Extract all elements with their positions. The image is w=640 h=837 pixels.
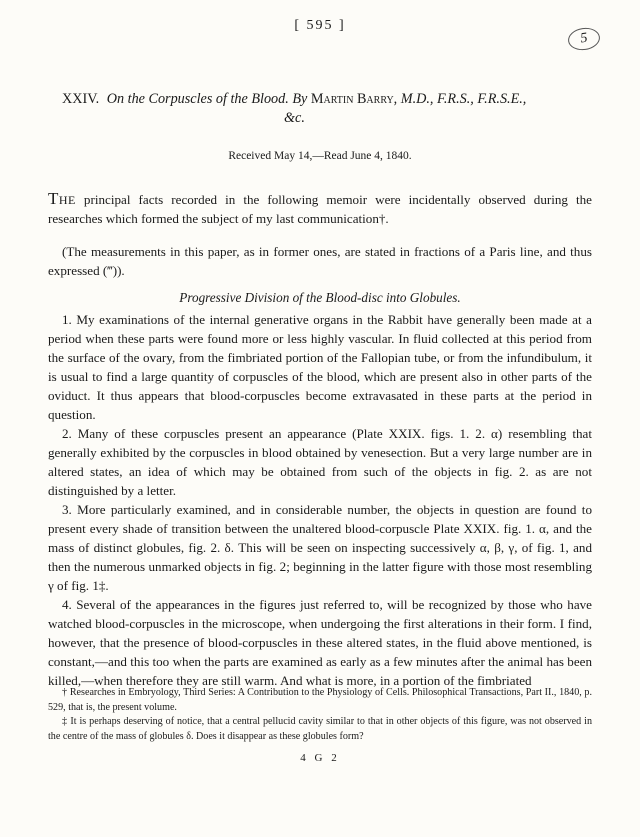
signature-mark: 4 G 2 xyxy=(300,752,340,764)
footnote: ‡ It is perhaps deserving of notice, that a central pellucid cavity similar to that in other objects of this figure, was not observed in the centre of the mass of globules δ. Does it disappear as these globules form? xyxy=(48,716,592,742)
paragraph: 1. My examinations of the internal generative organs in the Rabbit have generally been made at a period when these parts were found more or less highly vascular. In fluid collected at this period from the surface of the ovary, from the fimbriated portion of the Fallopian tube, or from the infundibulum, it is usual to find a large quantity of corpuscles of the blood, which are present also in other parts of the oviduct. It thus appears that blood-corpuscles become extravasated in these parts at the period in question. xyxy=(48,312,592,422)
title-main: On the Corpuscles of the Blood. By xyxy=(106,91,308,107)
paragraph: 3. More particularly examined, and in considerable number, the objects in question are found to present every shade of transition between the unaltered blood-corpuscle Plate XXIX. fig. 1. α, and the mass of distinct globules, fig. 2. δ. This will be seen on inspecting successively α, β, γ, of fig. 1, and then the numerous unmarked objects in fig. 2; beginning in the latter figure with those most resembling γ of fig. 1‡. xyxy=(48,502,592,593)
footnote: † Researches in Embryology, Third Series: A Contribution to the Physiology of Cells. Philosophical Transactions, Part II., 1840, p. 529, that is, the present volume. xyxy=(48,687,592,713)
article-title xyxy=(62,90,572,128)
measurement-text: (The measurements in this paper, as in former ones, are stated in fractions of a Paris line, and thus expressed (‴)). xyxy=(48,244,592,278)
paragraph: 4. Several of the appearances in the figures just referred to, will be recognized by those who have watched blood-corpuscles in the microscope, when undergoing the first alterations in their form. I find, however, that the presence of blood-corpuscles in these altered states, in the fluid above mentioned, is constant,—and this too when the parts are examined as early as a few minutes after the animal has been killed,—when therefore they are still warm. And what is more, in a portion of the fimbriated xyxy=(48,597,592,688)
handwritten-stamp: 5 xyxy=(567,26,602,52)
intro-text: principal facts recorded in the following memoir were incidentally observed during the researches which formed the subject of my last communication†. xyxy=(48,192,592,226)
title-continuation: &c. xyxy=(284,110,305,126)
author-name: Martin Barry, xyxy=(310,91,398,107)
intro-paragraph xyxy=(48,189,592,228)
article-number: XXIV. xyxy=(62,91,100,107)
body-text xyxy=(48,310,592,690)
paragraph: 2. Many of these corpuscles present an appearance (Plate XXIX. figs. 1. 2. α) resembling that generally exhibited by the corpuscles in blood obtained by venesection. But a very large number are in altered states, an idea of which may be obtained from such of the objects in fig. 2. as are not distinguished by a letter. xyxy=(48,426,592,498)
page-number: [ 595 ] xyxy=(294,18,346,33)
measurement-note xyxy=(48,242,592,280)
author-credentials: M.D., F.R.S., F.R.S.E., xyxy=(400,91,527,107)
intro-dropcap: The xyxy=(48,189,76,208)
footnotes xyxy=(48,686,592,744)
section-heading: Progressive Division of the Blood-disc into Globules. xyxy=(179,290,461,305)
received-date: Received May 14,—Read June 4, 1840. xyxy=(228,150,412,162)
